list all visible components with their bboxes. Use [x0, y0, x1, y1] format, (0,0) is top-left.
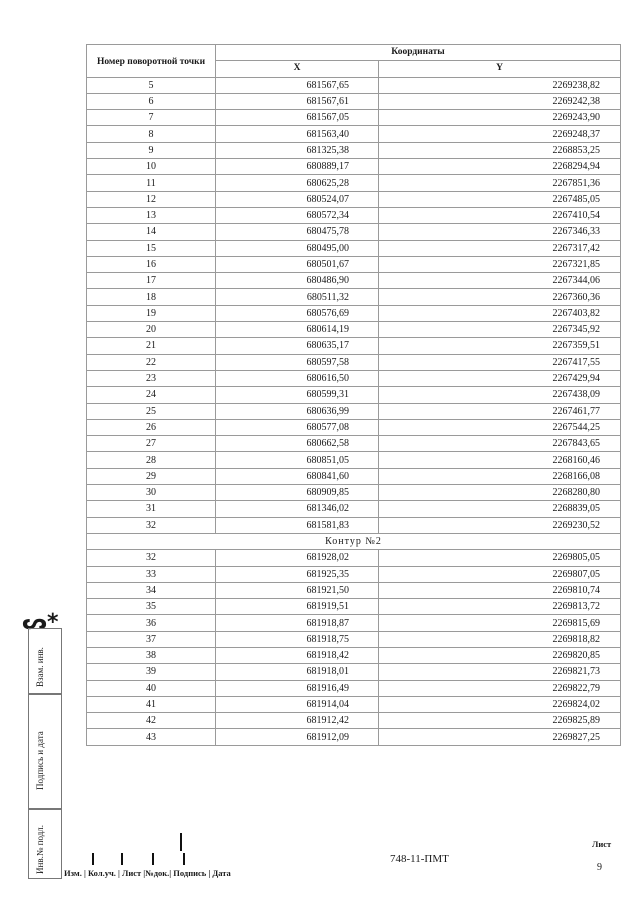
x-cell: 680576,69 — [216, 305, 379, 321]
point-number-cell: 39 — [87, 664, 216, 680]
point-number-cell: 15 — [87, 240, 216, 256]
point-number-cell: 42 — [87, 713, 216, 729]
table-row — [87, 224, 621, 240]
x-cell: 681346,02 — [216, 501, 379, 517]
sheet-number: 9 — [597, 862, 602, 873]
x-cell: 680501,67 — [216, 256, 379, 272]
table-row — [87, 387, 621, 403]
y-header: Y — [379, 61, 621, 77]
table-row — [87, 354, 621, 370]
document-code: 748-11-ПМТ — [390, 853, 449, 865]
point-number-cell: 8 — [87, 126, 216, 142]
point-number-cell: 43 — [87, 729, 216, 745]
y-cell: 2267461,77 — [379, 403, 621, 419]
y-cell: 2268839,05 — [379, 501, 621, 517]
x-cell: 681925,35 — [216, 566, 379, 582]
point-number-cell: 27 — [87, 436, 216, 452]
table-row — [87, 582, 621, 598]
table-row — [87, 289, 621, 305]
x-cell: 680495,00 — [216, 240, 379, 256]
table-row — [87, 468, 621, 484]
x-cell: 680841,60 — [216, 468, 379, 484]
y-cell: 2267485,05 — [379, 191, 621, 207]
point-number-cell: 18 — [87, 289, 216, 305]
table-row — [87, 599, 621, 615]
y-cell: 2267410,54 — [379, 207, 621, 223]
x-cell: 681563,40 — [216, 126, 379, 142]
y-cell: 2269242,38 — [379, 93, 621, 109]
y-cell: 2269815,69 — [379, 615, 621, 631]
point-number-cell: 25 — [87, 403, 216, 419]
y-cell: 2269810,74 — [379, 582, 621, 598]
inv-original-label: Инв.№ подл. — [35, 824, 45, 874]
x-cell: 680577,08 — [216, 419, 379, 435]
y-cell: 2269818,82 — [379, 631, 621, 647]
table-row — [87, 322, 621, 338]
point-number-cell: 28 — [87, 452, 216, 468]
table-row — [87, 485, 621, 501]
table-row — [87, 631, 621, 647]
point-number-cell: 38 — [87, 647, 216, 663]
title-tick — [183, 853, 185, 865]
y-cell: 2269827,25 — [379, 729, 621, 745]
point-number-cell: 32 — [87, 550, 216, 566]
x-cell: 680909,85 — [216, 485, 379, 501]
title-tick — [180, 833, 182, 851]
table-row — [87, 207, 621, 223]
x-cell: 681567,05 — [216, 110, 379, 126]
table-row — [87, 110, 621, 126]
sheet-label: Лист — [592, 839, 612, 849]
y-cell: 2269813,72 — [379, 599, 621, 615]
x-cell: 681912,09 — [216, 729, 379, 745]
point-number-cell: 5 — [87, 77, 216, 93]
point-number-cell: 31 — [87, 501, 216, 517]
x-cell: 681921,50 — [216, 582, 379, 598]
point-number-cell: 17 — [87, 273, 216, 289]
table-row — [87, 713, 621, 729]
x-cell: 680616,50 — [216, 370, 379, 386]
x-cell: 681567,65 — [216, 77, 379, 93]
x-cell: 681918,75 — [216, 631, 379, 647]
y-cell: 2267317,42 — [379, 240, 621, 256]
y-cell: 2267360,36 — [379, 289, 621, 305]
y-cell: 2269822,79 — [379, 680, 621, 696]
title-tick — [152, 853, 154, 865]
y-cell: 2267344,06 — [379, 273, 621, 289]
table-row — [87, 403, 621, 419]
table-row — [87, 142, 621, 158]
y-cell: 2269230,52 — [379, 517, 621, 533]
y-cell: 2269243,90 — [379, 110, 621, 126]
y-cell: 2268160,46 — [379, 452, 621, 468]
title-block-columns: Изм. | Кол.уч. | Лист |№док.| Подпись | Дата — [64, 868, 231, 878]
point-number-cell: 14 — [87, 224, 216, 240]
x-cell: 680889,17 — [216, 159, 379, 175]
point-number-cell: 11 — [87, 175, 216, 191]
y-cell: 2269825,89 — [379, 713, 621, 729]
coordinates-header: Координаты — [216, 45, 621, 61]
table-row — [87, 647, 621, 663]
y-cell: 2267843,65 — [379, 436, 621, 452]
coordinates-table — [86, 44, 621, 746]
table-row — [87, 305, 621, 321]
y-cell: 2268853,25 — [379, 142, 621, 158]
point-number-cell: 37 — [87, 631, 216, 647]
point-number-cell: 16 — [87, 256, 216, 272]
y-cell: 2269824,02 — [379, 696, 621, 712]
point-number-cell: 20 — [87, 322, 216, 338]
title-tick — [121, 853, 123, 865]
y-cell: 2269805,05 — [379, 550, 621, 566]
table-row — [87, 77, 621, 93]
y-cell: 2267321,85 — [379, 256, 621, 272]
x-cell: 680475,78 — [216, 224, 379, 240]
x-cell: 680851,05 — [216, 452, 379, 468]
x-cell: 681919,51 — [216, 599, 379, 615]
table-row — [87, 370, 621, 386]
x-cell: 680572,34 — [216, 207, 379, 223]
table-row — [87, 566, 621, 582]
y-cell: 2269820,85 — [379, 647, 621, 663]
title-tick — [92, 853, 94, 865]
y-cell: 2269807,05 — [379, 566, 621, 582]
x-cell: 680662,58 — [216, 436, 379, 452]
x-cell: 680486,90 — [216, 273, 379, 289]
x-header: X — [216, 61, 379, 77]
side-mark: ᔕ* — [22, 610, 59, 635]
contour-row — [87, 533, 621, 549]
table-row — [87, 256, 621, 272]
inv-replaced-cell — [28, 628, 62, 694]
y-cell: 2268166,08 — [379, 468, 621, 484]
table-row — [87, 517, 621, 533]
table-row — [87, 126, 621, 142]
y-cell: 2269248,37 — [379, 126, 621, 142]
x-cell: 681912,42 — [216, 713, 379, 729]
point-number-header: Номер поворотной точки — [87, 45, 216, 78]
point-number-cell: 21 — [87, 338, 216, 354]
signature-date-label: Подпись и дата — [35, 731, 45, 790]
signature-date-cell — [28, 694, 62, 809]
point-number-cell: 35 — [87, 599, 216, 615]
x-cell: 681914,04 — [216, 696, 379, 712]
table-row — [87, 159, 621, 175]
y-cell: 2267438,09 — [379, 387, 621, 403]
x-cell: 680524,07 — [216, 191, 379, 207]
table-row — [87, 436, 621, 452]
x-cell: 680625,28 — [216, 175, 379, 191]
table-row — [87, 664, 621, 680]
table-row — [87, 338, 621, 354]
table-row — [87, 501, 621, 517]
point-number-cell: 32 — [87, 517, 216, 533]
y-cell: 2267359,51 — [379, 338, 621, 354]
point-number-cell: 9 — [87, 142, 216, 158]
x-cell: 681918,42 — [216, 647, 379, 663]
point-number-cell: 23 — [87, 370, 216, 386]
x-cell: 681325,38 — [216, 142, 379, 158]
point-number-cell: 7 — [87, 110, 216, 126]
point-number-cell: 29 — [87, 468, 216, 484]
point-number-cell: 40 — [87, 680, 216, 696]
point-number-cell: 26 — [87, 419, 216, 435]
y-cell: 2269238,82 — [379, 77, 621, 93]
inv-original-cell — [28, 809, 62, 879]
x-cell: 681567,61 — [216, 93, 379, 109]
table-row — [87, 680, 621, 696]
y-cell: 2267851,36 — [379, 175, 621, 191]
y-cell: 2269821,73 — [379, 664, 621, 680]
x-cell: 681928,02 — [216, 550, 379, 566]
table-row — [87, 452, 621, 468]
y-cell: 2267417,55 — [379, 354, 621, 370]
table-row — [87, 729, 621, 745]
point-number-cell: 36 — [87, 615, 216, 631]
y-cell: 2267429,94 — [379, 370, 621, 386]
point-number-cell: 30 — [87, 485, 216, 501]
table-row — [87, 240, 621, 256]
x-cell: 680511,32 — [216, 289, 379, 305]
point-number-cell: 10 — [87, 159, 216, 175]
point-number-cell: 34 — [87, 582, 216, 598]
point-number-cell: 33 — [87, 566, 216, 582]
point-number-cell: 13 — [87, 207, 216, 223]
point-number-cell: 41 — [87, 696, 216, 712]
x-cell: 680599,31 — [216, 387, 379, 403]
y-cell: 2267403,82 — [379, 305, 621, 321]
table-row — [87, 93, 621, 109]
x-cell: 680635,17 — [216, 338, 379, 354]
table-row — [87, 550, 621, 566]
point-number-cell: 6 — [87, 93, 216, 109]
point-number-cell: 22 — [87, 354, 216, 370]
x-cell: 681581,83 — [216, 517, 379, 533]
contour-2-rows — [87, 550, 621, 746]
x-cell: 681918,01 — [216, 664, 379, 680]
x-cell: 680614,19 — [216, 322, 379, 338]
table-row — [87, 615, 621, 631]
point-number-cell: 19 — [87, 305, 216, 321]
x-cell: 680636,99 — [216, 403, 379, 419]
point-number-cell: 24 — [87, 387, 216, 403]
y-cell: 2267346,33 — [379, 224, 621, 240]
table-row — [87, 273, 621, 289]
y-cell: 2267544,25 — [379, 419, 621, 435]
y-cell: 2268294,94 — [379, 159, 621, 175]
table-row — [87, 191, 621, 207]
table-row — [87, 175, 621, 191]
contour-1-rows — [87, 77, 621, 533]
x-cell: 681916,49 — [216, 680, 379, 696]
y-cell: 2268280,80 — [379, 485, 621, 501]
x-cell: 681918,87 — [216, 615, 379, 631]
table-row — [87, 419, 621, 435]
x-cell: 680597,58 — [216, 354, 379, 370]
table-row — [87, 696, 621, 712]
y-cell: 2267345,92 — [379, 322, 621, 338]
contour-label: Контур №2 — [87, 533, 621, 549]
point-number-cell: 12 — [87, 191, 216, 207]
inv-replaced-label: Взам. инв. — [35, 647, 45, 687]
